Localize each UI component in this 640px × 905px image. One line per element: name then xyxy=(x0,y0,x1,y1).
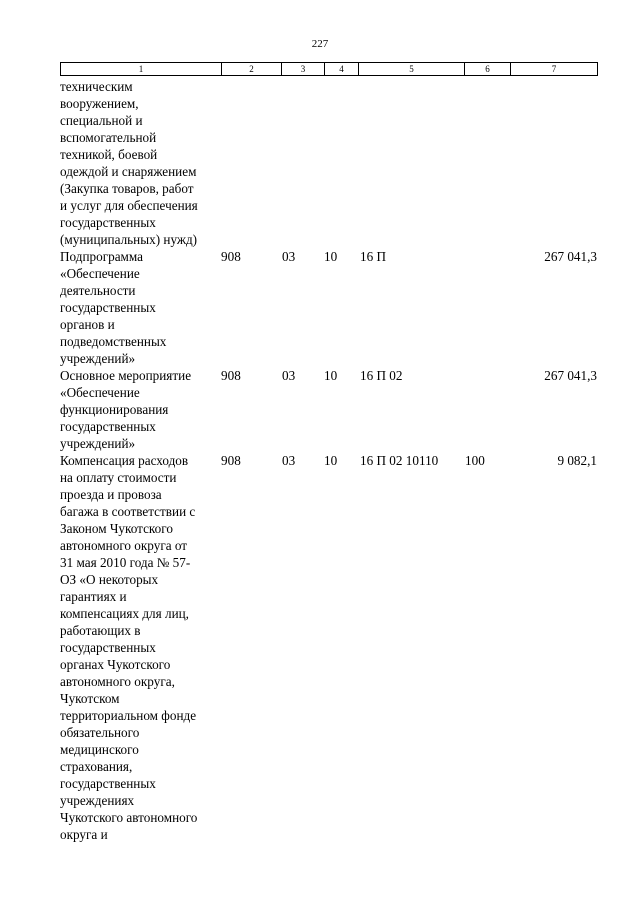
description-line: техникой, боевой xyxy=(60,147,158,162)
row-description xyxy=(60,248,220,367)
description-line: техническим xyxy=(60,79,133,94)
column-header-table xyxy=(60,62,598,76)
description-line: Компенсация расходов xyxy=(60,453,189,468)
amount-cell: 267 041,3 xyxy=(544,249,597,264)
description-line: государственных xyxy=(60,419,156,434)
column-number-cell: 1 xyxy=(61,63,222,76)
target-item-code-cell: 16 П 02 xyxy=(360,368,403,383)
amount-cell: 267 041,3 xyxy=(544,368,597,383)
table-row xyxy=(60,452,597,843)
description-line: учреждений» xyxy=(60,436,136,451)
column-number-row xyxy=(61,63,598,76)
subsection-code-cell: 10 xyxy=(324,368,338,383)
description-line: автономного округа, xyxy=(60,674,175,689)
page-number: 227 xyxy=(311,38,329,50)
description-line: государственных xyxy=(60,300,156,315)
row-description xyxy=(60,452,220,843)
column-number-cell: 6 xyxy=(465,63,511,76)
column-number-cell: 2 xyxy=(222,63,282,76)
description-line: округа и xyxy=(60,827,108,842)
description-line: проезда и провоза xyxy=(60,487,162,502)
ministry-code-cell: 908 xyxy=(221,453,241,468)
description-line: учреждениях xyxy=(60,793,135,808)
ministry-code-cell: 908 xyxy=(221,368,241,383)
budget-table-body xyxy=(60,78,597,843)
description-line: деятельности xyxy=(60,283,136,298)
table-row xyxy=(60,367,597,452)
description-line: подведомственных xyxy=(60,334,167,349)
description-line: государственных xyxy=(60,776,156,791)
amount-cell: 9 082,1 xyxy=(557,453,597,468)
table-row xyxy=(60,248,597,367)
description-line: работающих в xyxy=(60,623,141,638)
description-line: территориальном фонде xyxy=(60,708,197,723)
column-number-cell: 5 xyxy=(359,63,465,76)
description-line: гарантиях и xyxy=(60,589,127,604)
expense-type-code-cell: 100 xyxy=(465,453,485,468)
description-line: на оплату стоимости xyxy=(60,470,177,485)
table-row xyxy=(60,78,597,248)
description-line: Чукотском xyxy=(60,691,120,706)
description-line: автономного округа от xyxy=(60,538,188,553)
section-code-cell: 03 xyxy=(282,249,296,264)
target-item-code-cell: 16 П 02 10110 xyxy=(360,453,439,468)
description-line: вооружением, xyxy=(60,96,139,111)
description-line: вспомогательной xyxy=(60,130,157,145)
row-description xyxy=(60,367,220,452)
description-line: Основное мероприятие xyxy=(60,368,192,383)
section-code-cell: 03 xyxy=(282,368,296,383)
description-line: специальной и xyxy=(60,113,143,128)
description-line: 31 мая 2010 года № 57- xyxy=(60,555,191,570)
description-line: медицинского xyxy=(60,742,139,757)
description-line: «Обеспечение xyxy=(60,385,140,400)
section-code-cell: 03 xyxy=(282,453,296,468)
description-line: и услуг для обеспечения xyxy=(60,198,198,213)
description-line: функционирования xyxy=(60,402,169,417)
description-line: обязательного xyxy=(60,725,140,740)
description-line: органах Чукотского xyxy=(60,657,171,672)
description-line: страхования, xyxy=(60,759,133,774)
description-line: (Закупка товаров, работ xyxy=(60,181,194,196)
subsection-code-cell: 10 xyxy=(324,249,338,264)
description-line: (муниципальных) нужд) xyxy=(60,232,198,247)
subsection-code-cell: 10 xyxy=(324,453,338,468)
description-line: Законом Чукотского xyxy=(60,521,173,536)
description-line: багажа в соответствии с xyxy=(60,504,196,519)
column-number-cell: 4 xyxy=(325,63,359,76)
description-line: государственных xyxy=(60,215,156,230)
ministry-code-cell: 908 xyxy=(221,249,241,264)
description-line: учреждений» xyxy=(60,351,136,366)
row-description xyxy=(60,78,220,248)
description-line: «Обеспечение xyxy=(60,266,140,281)
description-line: компенсациях для лиц, xyxy=(60,606,189,621)
description-line: органов и xyxy=(60,317,115,332)
description-line: Чукотского автономного xyxy=(60,810,198,825)
description-line: Подпрограмма xyxy=(60,249,144,264)
column-number-cell: 7 xyxy=(511,63,598,76)
column-number-cell: 3 xyxy=(282,63,325,76)
description-line: государственных xyxy=(60,640,156,655)
target-item-code-cell: 16 П xyxy=(360,249,387,264)
description-line: ОЗ «О некоторых xyxy=(60,572,159,587)
description-line: одеждой и снаряжением xyxy=(60,164,197,179)
